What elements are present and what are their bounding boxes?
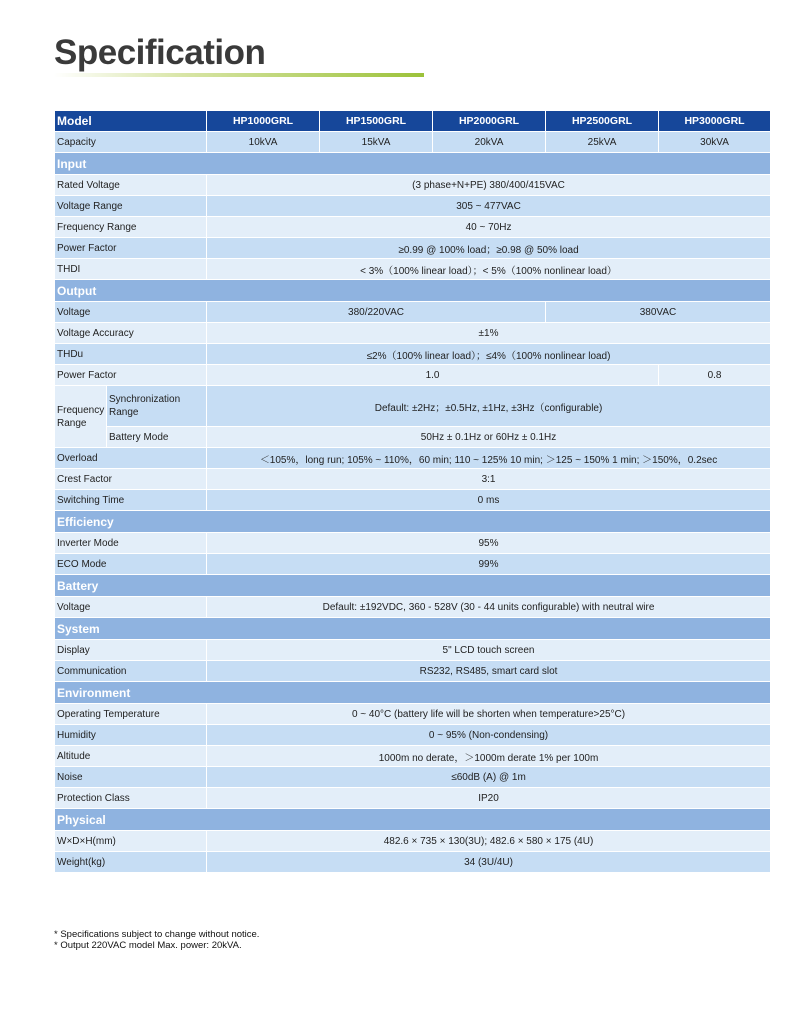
header-row — [55, 111, 771, 132]
row-label: Frequency Range — [55, 386, 107, 448]
row-label: THDu — [55, 344, 207, 365]
row-label: ECO Mode — [55, 554, 207, 575]
section-row — [55, 511, 771, 533]
section-input: Input — [55, 153, 771, 175]
row-label: Power Factor — [55, 365, 207, 386]
row-value: ≤2%（100% linear load）；≤4%（100% nonlinear load) — [207, 344, 771, 365]
table-row — [55, 175, 771, 196]
row-label: Rated Voltage — [55, 175, 207, 196]
row-value: 34 (3U/4U) — [207, 852, 771, 873]
table-row — [55, 132, 771, 153]
table-row — [55, 533, 771, 554]
section-row — [55, 575, 771, 597]
section-system: System — [55, 618, 771, 640]
table-row — [55, 746, 771, 767]
table-row — [55, 788, 771, 809]
row-value: (3 phase+N+PE) 380/400/415VAC — [207, 175, 771, 196]
row-value: 95% — [207, 533, 771, 554]
page-title: Specification — [54, 33, 266, 72]
table-row — [55, 554, 771, 575]
row-value: 0 ms — [207, 490, 771, 511]
title-underline — [54, 73, 424, 77]
row-value: Default: ±2Hz；±0.5Hz, ±1Hz, ±3Hz（configurable) — [207, 386, 771, 427]
table-row — [55, 469, 771, 490]
sub-label: Synchronization Range — [107, 386, 207, 427]
section-efficiency: Efficiency — [55, 511, 771, 533]
section-output: Output — [55, 280, 771, 302]
table-row — [55, 597, 771, 618]
row-label: Display — [55, 640, 207, 661]
row-label: Voltage Range — [55, 196, 207, 217]
row-label: Switching Time — [55, 490, 207, 511]
footnotes — [54, 929, 259, 951]
row-value: 50Hz ± 0.1Hz or 60Hz ± 0.1Hz — [207, 427, 771, 448]
row-value: 3:1 — [207, 469, 771, 490]
model-3: HP2000GRL — [433, 111, 546, 132]
row-label: Humidity — [55, 725, 207, 746]
capacity-label: Capacity — [55, 132, 207, 153]
capacity-2: 15kVA — [320, 132, 433, 153]
table-row — [55, 302, 771, 323]
capacity-4: 25kVA — [546, 132, 659, 153]
table-row — [55, 238, 771, 259]
row-value: 5" LCD touch screen — [207, 640, 771, 661]
table-row — [55, 852, 771, 873]
table-row — [55, 259, 771, 280]
section-row — [55, 153, 771, 175]
table-row — [55, 831, 771, 852]
row-value: ＜105%，long run; 105% ~ 110%，60 min; 110 ~ 125% 10 min; ＞125 ~ 150% 1 min; ＞150%，0.2sec — [207, 448, 771, 469]
row-value: IP20 — [207, 788, 771, 809]
row-value: 0 ~ 95% (Non-condensing) — [207, 725, 771, 746]
row-value: ≤60dB (A) @ 1m — [207, 767, 771, 788]
section-environment: Environment — [55, 682, 771, 704]
table-row — [55, 640, 771, 661]
row-label: Operating Temperature — [55, 704, 207, 725]
model-2: HP1500GRL — [320, 111, 433, 132]
row-value: 1000m no derate，＞1000m derate 1% per 100m — [207, 746, 771, 767]
row-value: 305 ~ 477VAC — [207, 196, 771, 217]
row-label: Weight(kg) — [55, 852, 207, 873]
row-value: < 3%（100% linear load）；< 5%（100% nonlinear load） — [207, 259, 771, 280]
row-value: Default: ±192VDC, 360 - 528V (30 - 44 units configurable) with neutral wire — [207, 597, 771, 618]
model-header: Model — [55, 111, 207, 132]
table-row — [55, 323, 771, 344]
model-4: HP2500GRL — [546, 111, 659, 132]
table-row — [55, 217, 771, 238]
row-value: 380/220VAC — [207, 302, 546, 323]
table-row — [55, 386, 771, 427]
row-label: Noise — [55, 767, 207, 788]
row-value: 40 ~ 70Hz — [207, 217, 771, 238]
table-row — [55, 767, 771, 788]
model-5: HP3000GRL — [659, 111, 771, 132]
row-label: THDI — [55, 259, 207, 280]
row-value: 0 ~ 40°C (battery life will be shorten when temperature>25°C) — [207, 704, 771, 725]
section-row — [55, 280, 771, 302]
row-label: Power Factor — [55, 238, 207, 259]
row-label: Overload — [55, 448, 207, 469]
table-row — [55, 427, 771, 448]
table-row — [55, 725, 771, 746]
row-label: Voltage — [55, 302, 207, 323]
row-value: RS232, RS485, smart card slot — [207, 661, 771, 682]
row-label: Voltage — [55, 597, 207, 618]
capacity-3: 20kVA — [433, 132, 546, 153]
table-row — [55, 490, 771, 511]
section-physical: Physical — [55, 809, 771, 831]
model-1: HP1000GRL — [207, 111, 320, 132]
row-value: 1.0 — [207, 365, 659, 386]
row-value: 99% — [207, 554, 771, 575]
row-value: 482.6 × 735 × 130(3U); 482.6 × 580 × 175 (4U) — [207, 831, 771, 852]
table-row — [55, 448, 771, 469]
row-label: Communication — [55, 661, 207, 682]
table-row — [55, 196, 771, 217]
section-row — [55, 809, 771, 831]
sub-label: Battery Mode — [107, 427, 207, 448]
row-value: ≥0.99 @ 100% load；≥0.98 @ 50% load — [207, 238, 771, 259]
row-label: W×D×H(mm) — [55, 831, 207, 852]
section-row — [55, 618, 771, 640]
row-label: Altitude — [55, 746, 207, 767]
row-label: Inverter Mode — [55, 533, 207, 554]
row-value: ±1% — [207, 323, 771, 344]
capacity-1: 10kVA — [207, 132, 320, 153]
section-battery: Battery — [55, 575, 771, 597]
row-value: 380VAC — [546, 302, 771, 323]
section-row — [55, 682, 771, 704]
table-row — [55, 365, 771, 386]
footnote: * Output 220VAC model Max. power: 20kVA. — [54, 940, 242, 951]
footnote: * Specifications subject to change without notice. — [54, 929, 260, 940]
specification-table — [54, 110, 771, 873]
row-label: Frequency Range — [55, 217, 207, 238]
capacity-5: 30kVA — [659, 132, 771, 153]
table-row — [55, 704, 771, 725]
table-row — [55, 344, 771, 365]
row-value: 0.8 — [659, 365, 771, 386]
row-label: Protection Class — [55, 788, 207, 809]
table-row — [55, 661, 771, 682]
row-label: Voltage Accuracy — [55, 323, 207, 344]
row-label: Crest Factor — [55, 469, 207, 490]
